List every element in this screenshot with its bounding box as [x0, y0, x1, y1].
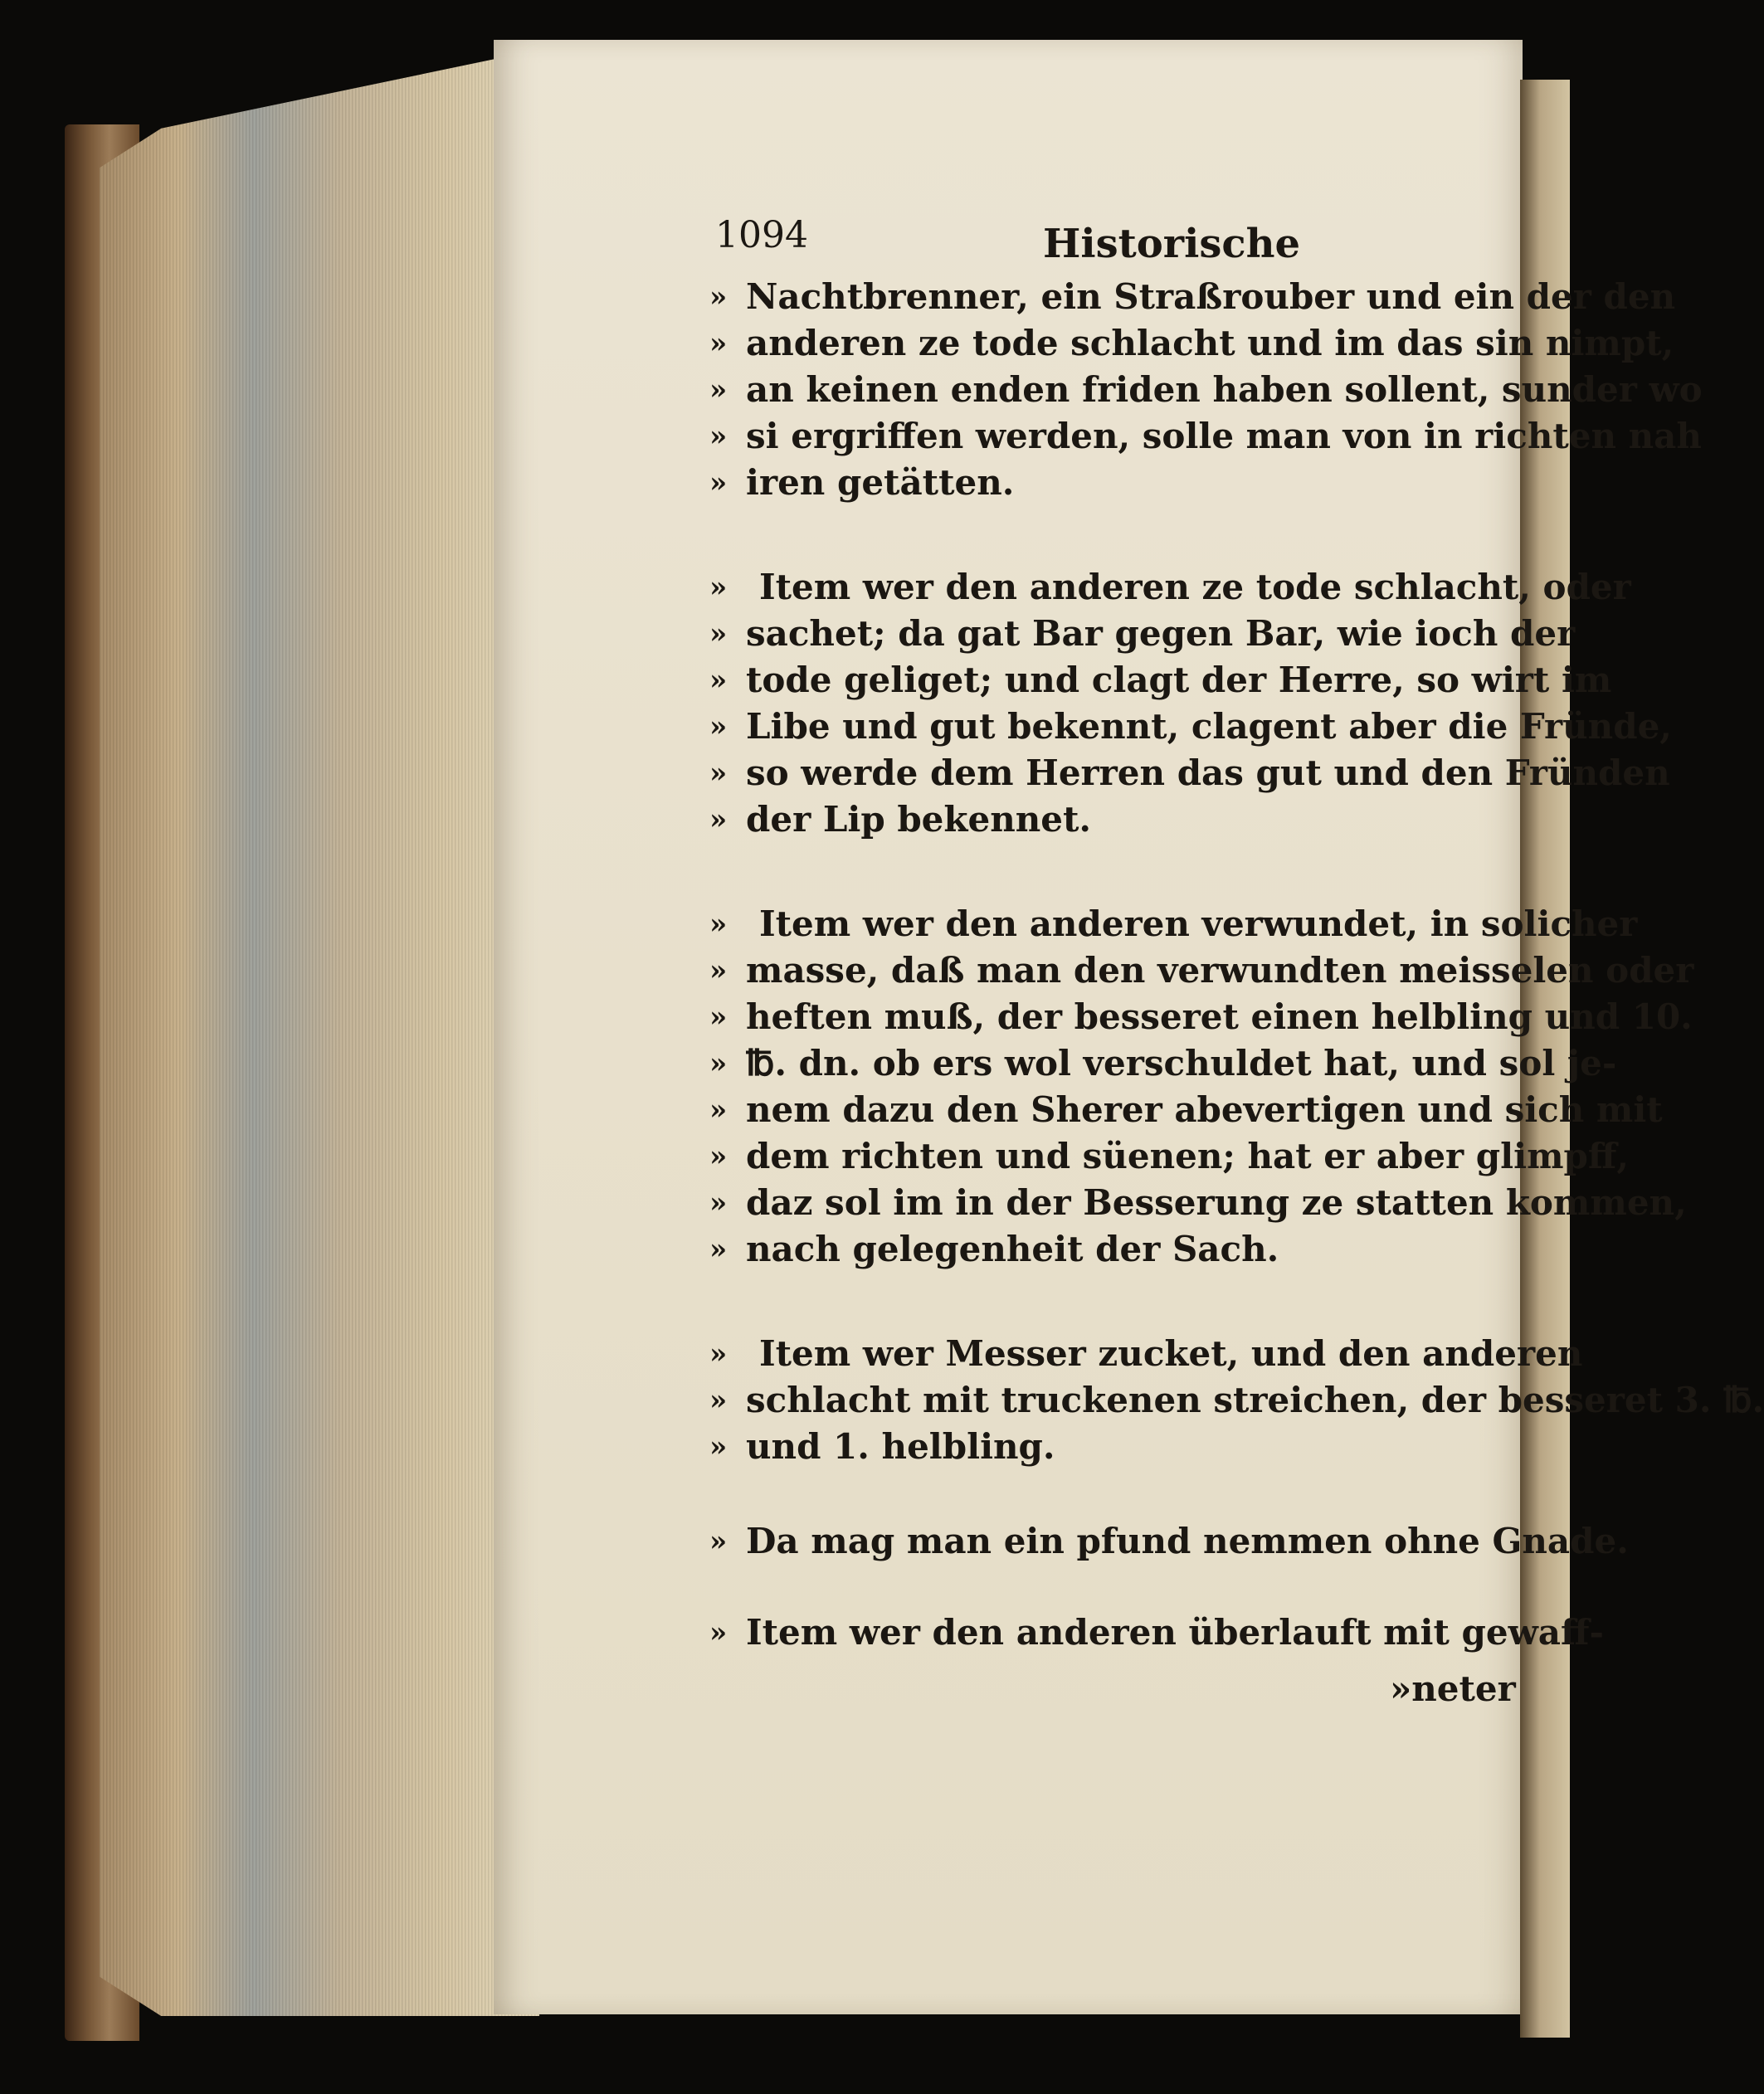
line-text: heften muß, der besseret einen helbling und 10. [746, 996, 1693, 1037]
quote-mark: » [709, 954, 728, 987]
text-line [709, 1424, 1055, 1470]
page-number: 1094 [715, 214, 808, 256]
line-text: schlacht mit truckenen streichen, der besseret 3. ℔. [746, 1380, 1764, 1420]
line-text: Item wer Messer zucket, und den anderen [759, 1333, 1583, 1374]
text-line [709, 1331, 1582, 1377]
text-line [709, 460, 1014, 506]
line-text: Da mag man ein pfund nemmen ohne Gnade. [746, 1521, 1629, 1561]
line-text: so werde dem Herren das gut und den Fründen [746, 752, 1670, 793]
quote-mark: » [709, 1140, 728, 1173]
line-text: daz sol im in der Besserung ze statten kommen, [746, 1182, 1687, 1223]
line-text: und 1. helbling. [746, 1426, 1055, 1467]
quote-mark: » [709, 1093, 728, 1127]
text-line [709, 657, 1611, 704]
text-line [709, 796, 1091, 843]
line-text: der Lip bekennet. [746, 799, 1092, 840]
quote-mark: » [709, 1001, 728, 1034]
text-line [709, 320, 1674, 367]
line-text: Item wer den anderen überlauft mit gewaff- [746, 1612, 1604, 1653]
text-line [709, 947, 1693, 994]
text-line [709, 1609, 1604, 1656]
page-edges [100, 50, 539, 2016]
line-text: nach gelegenheit der Sach. [746, 1229, 1279, 1269]
text-line [709, 1133, 1629, 1180]
text-line [709, 1087, 1663, 1133]
text-line [709, 704, 1672, 750]
line-text: »neter [1390, 1668, 1516, 1709]
line-text: sachet; da gat Bar gegen Bar, wie ioch der [746, 613, 1576, 654]
quote-mark: » [709, 710, 728, 743]
line-text: Nachtbrenner, ein Straßrouber und ein der den [746, 276, 1676, 317]
text-line [709, 1180, 1687, 1226]
quote-mark: » [709, 1186, 728, 1220]
quote-mark: » [709, 1337, 728, 1371]
quote-mark: » [709, 1047, 728, 1080]
running-title: Historische [1043, 221, 1301, 267]
quote-mark: » [709, 617, 728, 650]
text-line [709, 611, 1575, 657]
line-text: si ergriffen werden, solle man von in richten nah [746, 416, 1702, 456]
quote-mark: » [709, 1384, 728, 1417]
page-header [715, 214, 1301, 272]
catchword [1390, 1666, 1516, 1712]
line-text: dem richten und süenen; hat er aber glimpff, [746, 1136, 1629, 1176]
quote-mark: » [709, 466, 728, 499]
quote-mark: » [709, 1233, 728, 1266]
line-text: iren getätten. [746, 462, 1015, 503]
text-line [709, 1040, 1616, 1087]
quote-mark: » [709, 1525, 728, 1558]
text-line [709, 750, 1670, 796]
quote-mark: » [709, 1616, 728, 1649]
text-line [709, 1226, 1279, 1273]
line-text: Item wer den anderen verwundet, in solicher [759, 903, 1638, 944]
line-text: Item wer den anderen ze tode schlacht, oder [759, 567, 1631, 607]
line-text: anderen ze tode schlacht und im das sin nimpt, [746, 323, 1674, 363]
quote-mark: » [709, 757, 728, 790]
quote-mark: » [709, 571, 728, 604]
quote-mark: » [709, 664, 728, 697]
text-line [709, 274, 1675, 320]
quote-mark: » [709, 803, 728, 836]
text-line [709, 994, 1693, 1040]
line-text: nem dazu den Sherer abevertigen und sich mit [746, 1089, 1663, 1130]
line-text: Libe und gut bekennt, clagent aber die Fründe, [746, 706, 1672, 747]
line-text: masse, daß man den verwundten meisselen oder [746, 950, 1694, 991]
line-text: ℔. dn. ob ers wol verschuldet hat, und sol je- [746, 1043, 1617, 1084]
text-line [709, 564, 1631, 611]
line-text: an keinen enden friden haben sollent, sunder wo [746, 369, 1703, 410]
quote-mark: » [709, 1430, 728, 1463]
quote-mark: » [709, 327, 728, 360]
quote-mark: » [709, 280, 728, 314]
quote-mark: » [709, 908, 728, 941]
quote-mark: » [709, 420, 728, 453]
quote-mark: » [709, 373, 728, 407]
text-line [709, 367, 1703, 413]
text-line [709, 413, 1702, 460]
line-text: tode geliget; und clagt der Herre, so wirt im [746, 660, 1612, 700]
text-line [709, 1377, 1764, 1424]
text-line [709, 901, 1637, 947]
text-line [709, 1518, 1629, 1565]
